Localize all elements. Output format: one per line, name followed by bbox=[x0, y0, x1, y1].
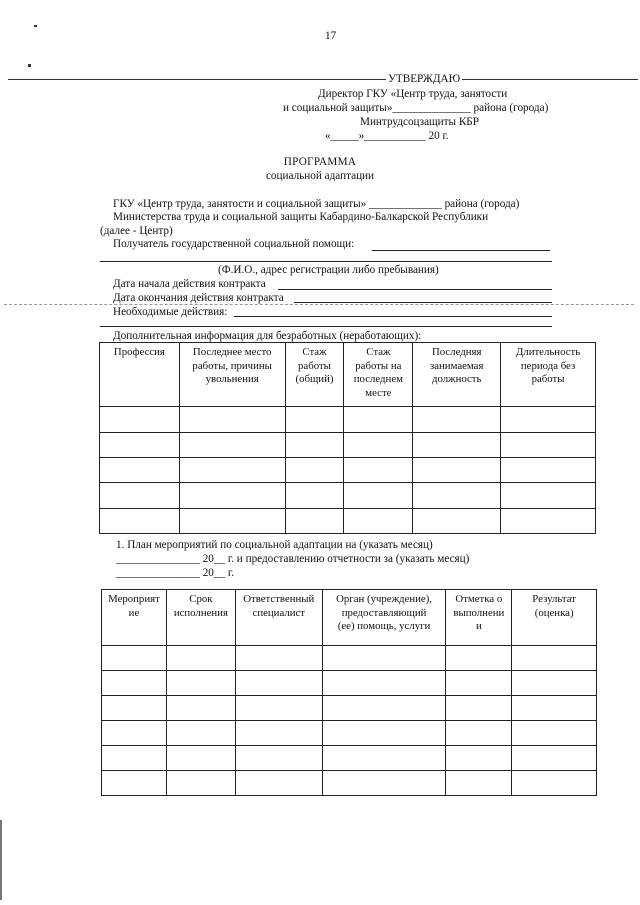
col-header-last-position: Последняя занимаемая должность bbox=[413, 343, 501, 407]
scan-line-top bbox=[8, 79, 638, 80]
table-row bbox=[102, 646, 597, 671]
col-header-completion-mark: Отметка о выполнени и bbox=[446, 590, 512, 646]
table-row bbox=[102, 746, 597, 771]
col-header-last-job-experience: Стаж работы на последнем месте bbox=[344, 343, 413, 407]
approval-line-3: Минтрудсоцзащиты КБР bbox=[360, 116, 479, 128]
col-header-result: Результат (оценка) bbox=[512, 590, 597, 646]
col-header-unemployment-period: Длительность периода без работы bbox=[501, 343, 596, 407]
start-date-label: Дата начала действия контракта bbox=[113, 278, 266, 290]
table-row bbox=[102, 771, 597, 796]
table-row bbox=[100, 433, 596, 458]
scan-speck bbox=[34, 25, 37, 27]
intro-line-1: ГКУ «Центр труда, занятости и социальной защиты» _____________ района (города) bbox=[113, 198, 520, 210]
table-row bbox=[100, 483, 596, 509]
recipient-label: Получатель государственной социальной помощи: bbox=[113, 238, 355, 250]
table-row bbox=[102, 721, 597, 746]
scan-speck bbox=[28, 64, 31, 67]
document-title: ПРОГРАММА bbox=[283, 156, 357, 168]
scan-speck bbox=[0, 820, 2, 900]
end-date-field bbox=[294, 302, 552, 303]
document-subtitle: социальной адаптации bbox=[265, 170, 375, 182]
actions-field-2 bbox=[100, 326, 552, 327]
scan-line-mid bbox=[4, 304, 634, 305]
approval-line-1: Директор ГКУ «Центр труда, занятости bbox=[318, 88, 508, 100]
fio-caption: (Ф.И.О., адрес регистрации либо пребывания) bbox=[218, 264, 439, 276]
col-header-total-experience: Стаж работы (общий) bbox=[285, 343, 344, 407]
page-number: 17 bbox=[325, 30, 337, 42]
adaptation-plan-table bbox=[101, 589, 597, 796]
recipient-field-continuation bbox=[100, 261, 552, 262]
approval-heading: УТВЕРЖДАЮ bbox=[388, 73, 461, 85]
additional-info-label: Дополнительная информация для безработных (неработающих): bbox=[113, 330, 422, 342]
col-header-provider: Орган (учреждение), предоставляющий (ее) помощь, услуги bbox=[322, 590, 446, 646]
col-header-activity: Мероприят ие bbox=[102, 590, 167, 646]
col-header-profession: Профессия bbox=[100, 343, 180, 407]
intro-line-2: Министерства труда и социальной защиты Кабардино-Балкарской Республики bbox=[113, 211, 489, 223]
actions-label: Необходимые действия: bbox=[113, 306, 228, 318]
intro-line-3: (далее - Центр) bbox=[100, 225, 173, 237]
col-header-deadline: Срок исполнения bbox=[166, 590, 235, 646]
table-row bbox=[100, 458, 596, 483]
table-row bbox=[102, 671, 597, 696]
table-row bbox=[100, 509, 596, 534]
table-row bbox=[102, 696, 597, 721]
approval-line-2: и социальной защиты»______________ района (города) bbox=[283, 102, 549, 114]
approval-date-line: «_____»___________ 20 г. bbox=[325, 130, 449, 142]
actions-field bbox=[234, 316, 552, 317]
plan-line-2: _______________ 20__ г. и предоставлению отчетности за (указать месяц) bbox=[116, 553, 470, 565]
end-date-label: Дата окончания действия контракта bbox=[113, 292, 284, 304]
col-header-last-job: Последнее место работы, причины увольнения bbox=[179, 343, 285, 407]
table-row bbox=[100, 407, 596, 433]
recipient-field bbox=[372, 250, 550, 251]
unemployed-info-table bbox=[99, 342, 596, 534]
plan-line-1: 1. План мероприятий по социальной адаптации на (указать месяц) bbox=[116, 539, 433, 551]
plan-line-3: _______________ 20__ г. bbox=[116, 567, 234, 579]
col-header-responsible: Ответственный специалист bbox=[235, 590, 322, 646]
start-date-field bbox=[278, 289, 552, 290]
